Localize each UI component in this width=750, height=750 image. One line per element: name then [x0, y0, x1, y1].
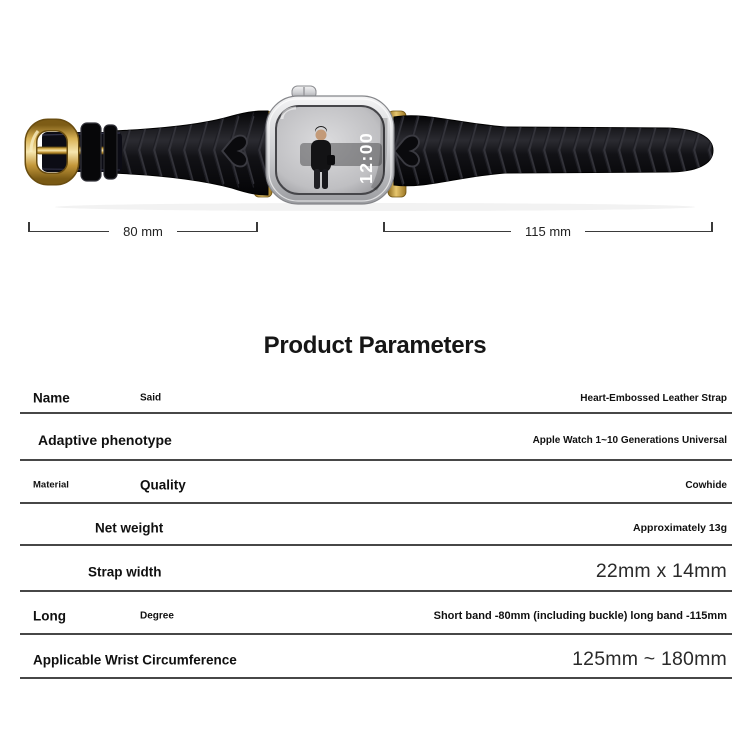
table-row-name: [20, 377, 732, 414]
measure-line: [177, 231, 256, 233]
measure-line: [585, 231, 711, 233]
product-photo: [0, 85, 750, 215]
row-value: Approximately 13g: [633, 521, 727, 534]
row-label: Applicable Wrist Circumference: [33, 652, 237, 667]
row-sublabel: Degree: [140, 610, 174, 622]
row-label: Strap width: [88, 564, 162, 579]
keeper-loop: [81, 123, 101, 181]
section-title: Product Parameters: [263, 332, 487, 359]
row-sublabel: Said: [140, 392, 162, 404]
measure-line: [385, 231, 511, 233]
table-row-length: [20, 592, 732, 635]
row-value: Cowhide: [685, 479, 727, 491]
row-label: Quality: [140, 477, 186, 493]
row-sublabel: Material: [33, 479, 69, 491]
long-band-length-label: 115 mm: [525, 223, 571, 239]
row-label: Name: [33, 390, 70, 406]
table-row-material: [20, 461, 732, 504]
row-value: Heart-Embossed Leather Strap: [580, 392, 727, 404]
long-band-measurement: [383, 222, 713, 239]
watch-screen: [276, 106, 384, 194]
row-label: Adaptive phenotype: [38, 432, 172, 448]
parameters-table: [20, 377, 732, 679]
table-row-strap-width: [20, 546, 732, 592]
strap-right: [394, 116, 713, 186]
watch-time: 12:00: [356, 131, 376, 184]
row-label: Long: [33, 608, 66, 624]
buckle-assembly: [31, 123, 122, 181]
table-row-net-weight: [20, 504, 732, 546]
measure-line: [30, 231, 109, 233]
short-band-measurement: [28, 222, 258, 239]
row-value: 125mm ~ 180mm: [572, 648, 727, 670]
row-value: 22mm x 14mm: [595, 560, 727, 582]
strap-left: [112, 111, 268, 195]
short-band-length-label: 80 mm: [123, 223, 163, 239]
table-row-wrist-circumference: [20, 635, 732, 679]
row-label: Net weight: [95, 520, 164, 535]
product-shadow: [55, 203, 695, 211]
measure-tick: [256, 222, 258, 232]
table-row-adaptive-phenotype: [20, 414, 732, 461]
keeper-loop: [104, 125, 117, 179]
row-value: Short band -80mm (including buckle) long band -115mm: [433, 610, 727, 622]
watch-case: [266, 86, 394, 204]
row-value: Apple Watch 1~10 Generations Universal: [532, 434, 727, 446]
measure-tick: [711, 222, 713, 232]
